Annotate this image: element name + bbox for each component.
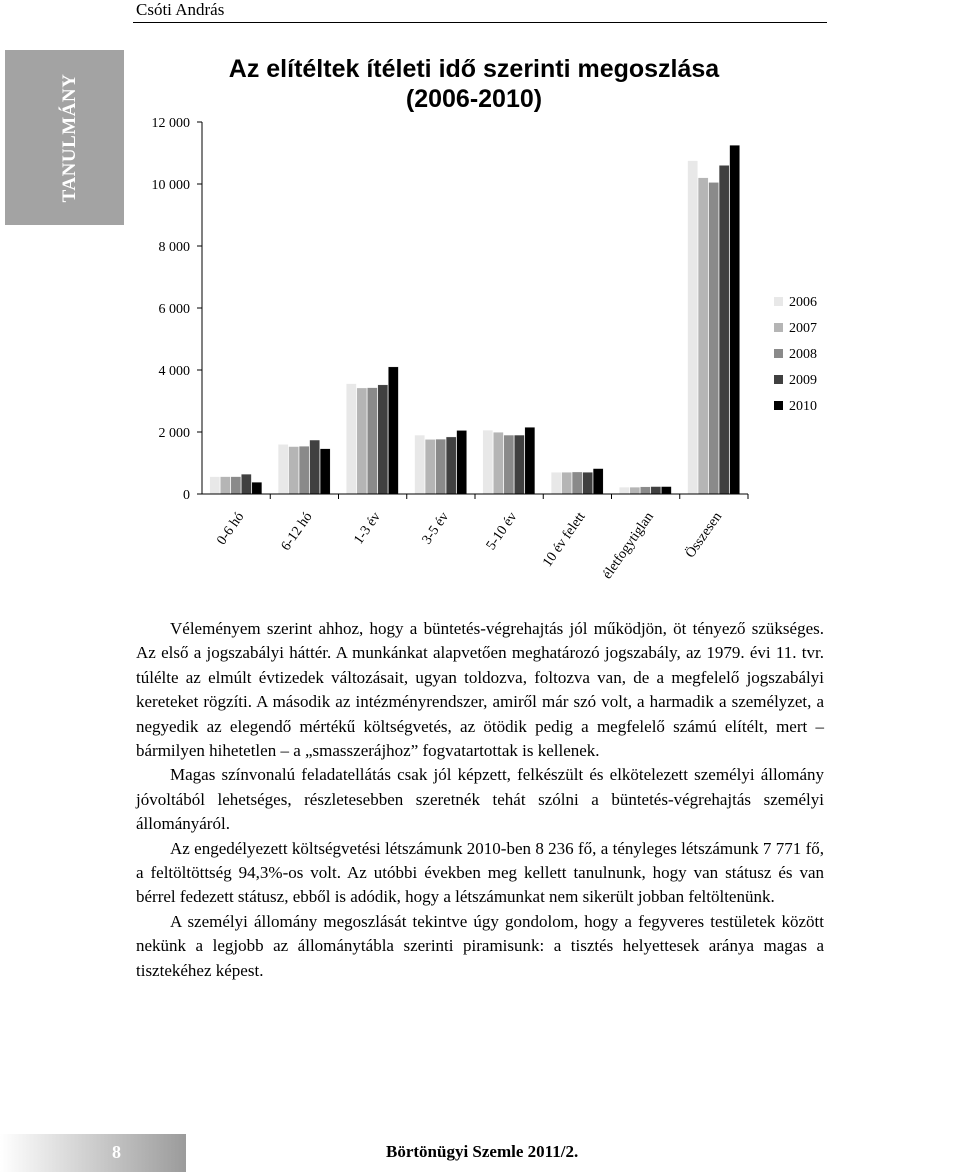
bar [357, 388, 367, 494]
page-number: 8 [112, 1142, 121, 1162]
bar [210, 477, 220, 494]
bar [493, 432, 503, 494]
bar [630, 487, 640, 494]
x-tick-label: 0-6 hó [214, 509, 248, 548]
y-tick-label: 0 [183, 488, 190, 503]
bar [651, 487, 661, 494]
x-tick-label: 3-5 év [419, 509, 453, 548]
x-tick-label: 6-12 hó [278, 509, 316, 554]
journal-name: Börtönügyi Szemle 2011/2. [386, 1142, 579, 1161]
paragraph: Véleményem szerint ahhoz, hogy a büntetés-végrehajtás jól működjön, öt tényező szükséges. Az első a jogszabályi háttér. A munkánkat alapvetően meghatározó jogszabály, az 1979. évi 11. tvr. túlélte az elmúlt évtizedek változásait, ugyan toldozva, foltozva van, de a megfelelő jogszabályi kereteket rögzíti. A második az intézményrendszer, amiről már szó volt, a harmadik a személyzet, a negyedik az elegendő mértékű költségvetés, az ötödik pedig a megfelelő számú elítélt, mert – bármilyen hihetetlen – a „smasszerájhoz” fogvatartottak is kellenek. [136, 619, 824, 761]
x-tick-label: Összesen [682, 509, 726, 561]
running-head-author: Csóti András [136, 0, 225, 19]
bar [572, 472, 582, 494]
bar [299, 446, 309, 494]
y-tick-label: 2 000 [158, 426, 190, 441]
bar [278, 444, 288, 494]
bar [436, 439, 446, 494]
bar [593, 469, 603, 494]
bar [514, 435, 524, 494]
bar [661, 487, 671, 494]
bar-chart [124, 42, 824, 587]
bar [220, 477, 230, 494]
bar [457, 430, 467, 494]
bar [425, 439, 435, 494]
bar [551, 472, 561, 494]
y-tick-label: 10 000 [151, 178, 190, 193]
bar [719, 165, 729, 494]
section-tab-label-wrap [50, 58, 90, 218]
bar [346, 384, 356, 494]
bar [698, 178, 708, 494]
section-tab-label: TANULMÁNY [59, 73, 80, 203]
bar [252, 482, 262, 494]
bar [709, 182, 719, 494]
paragraph: Az engedélyezett költségvetési létszámunk 2010-ben 8 236 fő, a tényleges létszámunk 7 771 fő, a feltöltöttség 94,3%-os volt. Az utóbbi években meg kellett tanulnunk, hogy van státusz és van bérrel fedezett státusz, ebből is adódik, hogy a létszámunkat nem sikerült jobban feltöltenünk. [136, 838, 824, 907]
bar [446, 437, 456, 494]
header-rule [133, 22, 827, 23]
x-tick-label: 10 év felett [540, 509, 589, 570]
chart-svg [124, 42, 824, 587]
bar [730, 145, 740, 494]
y-tick-label: 12 000 [151, 116, 190, 131]
x-tick-label: 1-3 év [351, 509, 384, 548]
bar [415, 435, 425, 494]
bar [310, 440, 320, 494]
x-tick-label: életfogytiglan [600, 509, 657, 582]
chart-title: Az elítéltek ítéleti idő szerinti megoszlása [228, 55, 720, 83]
bar [367, 388, 377, 494]
bar [483, 430, 493, 494]
bar [241, 474, 251, 494]
legend-swatch [774, 297, 783, 306]
bar [388, 367, 398, 494]
paragraph: A személyi állomány megoszlását tekintve úgy gondolom, hogy a fegyveres testületek között nekünk a legjobb az állománytábla szerinti piramisunk: a tisztés helyettesek aránya magas a tisztekéhez képest. [136, 911, 824, 980]
body-text [136, 617, 824, 983]
bar [231, 477, 241, 494]
legend-swatch [774, 349, 783, 358]
y-tick-label: 6 000 [158, 302, 190, 317]
bar [378, 385, 388, 494]
bar [688, 161, 698, 494]
legend-label: 2010 [789, 399, 817, 414]
legend-label: 2009 [789, 373, 817, 388]
footer-page-bar [0, 1134, 186, 1172]
legend-label: 2008 [789, 347, 817, 362]
bar [619, 487, 629, 494]
y-tick-label: 4 000 [158, 364, 190, 379]
bar [562, 472, 572, 494]
legend-swatch [774, 375, 783, 384]
legend-label: 2006 [789, 295, 817, 310]
legend-swatch [774, 401, 783, 410]
paragraph: Magas színvonalú feladatellátás csak jól képzett, felkészült és elkötelezett személyi állomány jóvoltából lehetséges, részletesebben szeretnék tehát szólni a büntetés-végrehajtás személyi állományáról. [136, 765, 824, 834]
y-tick-label: 8 000 [158, 240, 190, 255]
bar [289, 447, 299, 494]
bar [640, 487, 650, 494]
bar [320, 449, 330, 494]
bar [583, 472, 593, 494]
legend-swatch [774, 323, 783, 332]
x-tick-label: 5-10 év [483, 509, 521, 554]
chart-title: (2006-2010) [405, 85, 543, 113]
legend-label: 2007 [789, 321, 817, 336]
bar [504, 435, 514, 494]
bar [525, 427, 535, 494]
